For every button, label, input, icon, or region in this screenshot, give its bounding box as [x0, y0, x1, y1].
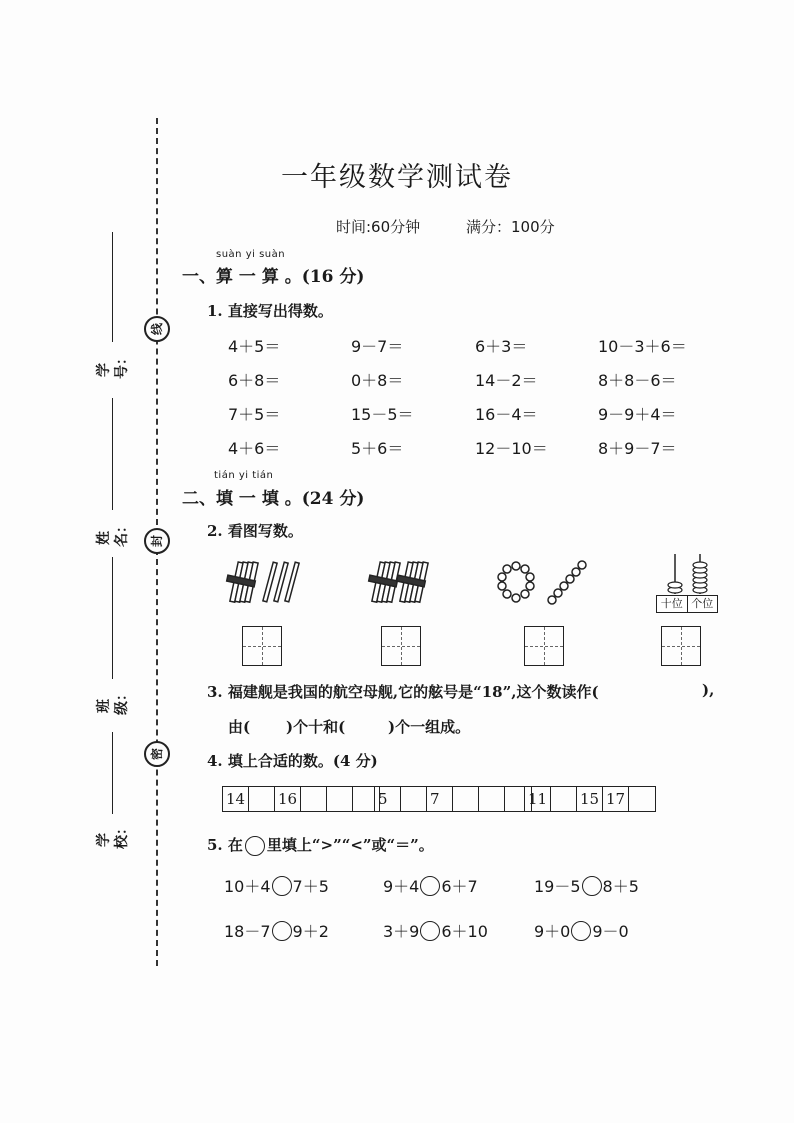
- compare-right: 7＋5: [292, 877, 329, 896]
- school-field[interactable]: [112, 732, 113, 814]
- answer-box[interactable]: [661, 626, 701, 666]
- circle-symbol-icon: [245, 836, 265, 856]
- compare-item: [383, 874, 478, 897]
- bead-picture: [496, 560, 592, 608]
- compare-item: [534, 874, 639, 897]
- calc-item: 14－2＝: [475, 371, 538, 390]
- question-3-line2-b: )个十和(: [286, 718, 346, 736]
- compare-item: [224, 919, 329, 942]
- number-sequence-1: [222, 786, 380, 812]
- question-3-paren-close: ),: [702, 681, 715, 699]
- stick-bundle-picture-2: [366, 558, 436, 608]
- student-id-field[interactable]: [112, 232, 113, 342]
- seq-cell: 15: [577, 787, 603, 811]
- compare-right: 9－0: [592, 922, 629, 941]
- question-3-line2-a: 由(: [228, 718, 251, 736]
- answer-box[interactable]: [381, 626, 421, 666]
- calc-item: 0＋8＝: [351, 371, 404, 390]
- compare-circle[interactable]: [582, 876, 602, 896]
- seal-feng: 封: [144, 528, 170, 554]
- calc-item: 4＋6＝: [228, 439, 281, 458]
- stick-bundle-picture-1: [224, 558, 304, 608]
- calc-item: 5＋6＝: [351, 439, 404, 458]
- calc-item: 8＋8－6＝: [598, 371, 677, 390]
- compare-circle[interactable]: [571, 921, 591, 941]
- question-4-label: 4. 填上合适的数。(4 分): [207, 752, 378, 770]
- seq-cell-blank[interactable]: [401, 787, 427, 811]
- answer-box[interactable]: [242, 626, 282, 666]
- calc-item: 8＋9－7＝: [598, 439, 677, 458]
- abacus-tens-label: 十位: [657, 596, 688, 612]
- compare-circle[interactable]: [272, 921, 292, 941]
- calc-item: 6＋8＝: [228, 371, 281, 390]
- abacus-base: [656, 595, 718, 613]
- seq-cell: 11: [525, 787, 551, 811]
- compare-left: 10＋4: [224, 877, 271, 896]
- compare-left: 18－7: [224, 922, 271, 941]
- abacus-rods: [656, 552, 718, 596]
- compare-item: [383, 919, 488, 942]
- compare-circle[interactable]: [420, 921, 440, 941]
- number-sequence-2: [374, 786, 532, 812]
- full-score: 满分：100分: [466, 218, 555, 236]
- abacus-picture: [656, 552, 718, 614]
- seq-cell-blank[interactable]: [327, 787, 353, 811]
- compare-right: 8＋5: [602, 877, 639, 896]
- seal-xian: 线: [144, 316, 170, 342]
- school-label: 学校：: [96, 821, 130, 849]
- compare-left: 9＋4: [383, 877, 420, 896]
- calc-item: 9－9＋4＝: [598, 405, 677, 424]
- calc-item: 10－3＋6＝: [598, 337, 687, 356]
- question-5-prefix: 5. 在: [207, 836, 243, 854]
- class-field[interactable]: [112, 557, 113, 679]
- seq-cell-blank[interactable]: [479, 787, 505, 811]
- compare-left: 3＋9: [383, 922, 420, 941]
- question-3-text: 3. 福建舰是我国的航空母舰,它的舷号是“18”,这个数读作(: [207, 683, 599, 701]
- student-id-label: 学号：: [96, 351, 130, 379]
- name-field[interactable]: [112, 398, 113, 510]
- compare-left: 19－5: [534, 877, 581, 896]
- name-label: 姓名：: [96, 519, 130, 547]
- seq-cell-blank[interactable]: [301, 787, 327, 811]
- section1-title: 一、算 一 算 。(16 分): [182, 267, 365, 287]
- calc-item: 9－7＝: [351, 337, 404, 356]
- seq-cell: 7: [427, 787, 453, 811]
- compare-right: 6＋10: [441, 922, 488, 941]
- compare-right: 6＋7: [441, 877, 478, 896]
- question-5-label: [207, 834, 434, 856]
- calc-item: 6＋3＝: [475, 337, 528, 356]
- seq-cell-blank[interactable]: [629, 787, 655, 811]
- compare-item: [534, 919, 629, 942]
- question-2-label: 2. 看图写数。: [207, 522, 303, 540]
- seq-cell-blank[interactable]: [551, 787, 577, 811]
- seq-cell: 16: [275, 787, 301, 811]
- question-3-line2-c: )个一组成。: [388, 718, 471, 736]
- page-title: 一年级数学测试卷: [281, 162, 513, 193]
- compare-item: [224, 874, 329, 897]
- calc-item: 15－5＝: [351, 405, 414, 424]
- exam-time: 时间:60分钟: [336, 218, 421, 236]
- seq-cell-blank[interactable]: [249, 787, 275, 811]
- section2-title: 二、填 一 填 。(24 分): [182, 489, 365, 509]
- calc-item: 16－4＝: [475, 405, 538, 424]
- section2-pinyin: tián yi tián: [214, 470, 274, 481]
- calc-item: 7＋5＝: [228, 405, 281, 424]
- section1-pinyin: suàn yi suàn: [216, 249, 286, 260]
- seal-mi: 密: [144, 741, 170, 767]
- answer-box[interactable]: [524, 626, 564, 666]
- calc-item: 12－10＝: [475, 439, 548, 458]
- seq-cell: 14: [223, 787, 249, 811]
- abacus-ones-label: 个位: [691, 597, 714, 610]
- seq-cell: 17: [603, 787, 629, 811]
- calc-item: 4＋5＝: [228, 337, 281, 356]
- compare-circle[interactable]: [420, 876, 440, 896]
- compare-right: 9＋2: [292, 922, 329, 941]
- seq-cell-blank[interactable]: [453, 787, 479, 811]
- class-label: 班级：: [96, 687, 130, 715]
- compare-left: 9＋0: [534, 922, 571, 941]
- compare-circle[interactable]: [272, 876, 292, 896]
- seq-cell: 5: [375, 787, 401, 811]
- question-1-label: 1. 直接写出得数。: [207, 302, 333, 320]
- question-5-suffix: 里填上“>”“<”或“＝”。: [266, 836, 434, 854]
- number-sequence-3: [524, 786, 656, 812]
